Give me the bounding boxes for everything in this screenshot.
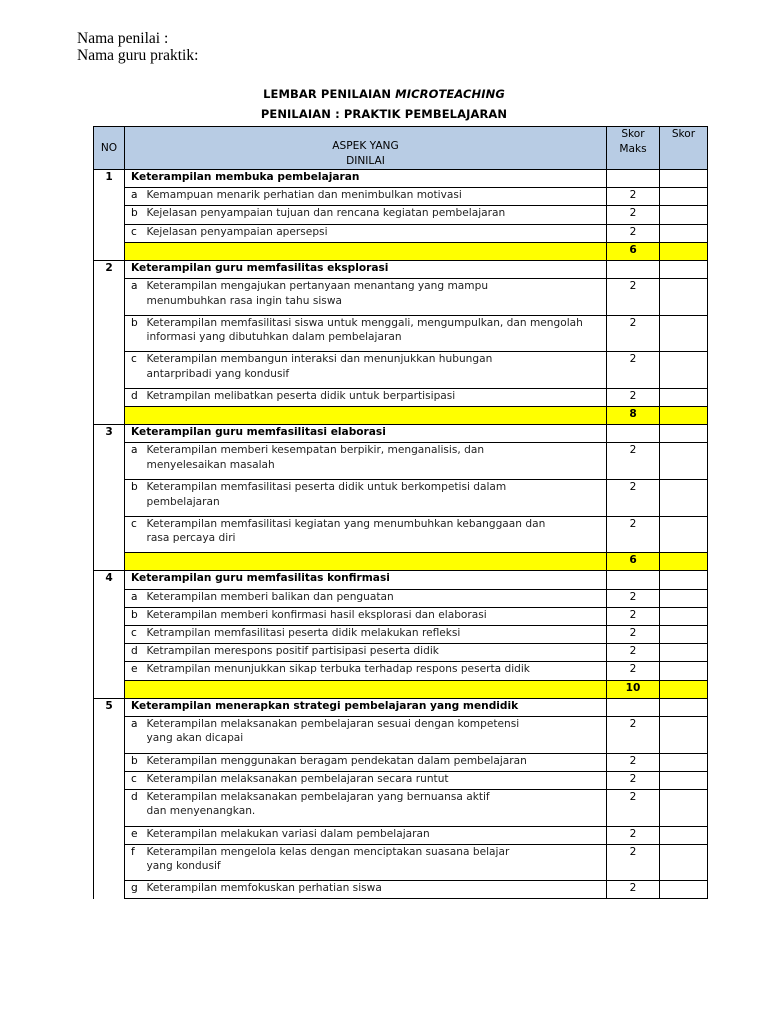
table-row (94, 844, 708, 881)
item-description-line: menyelesaikan masalah (146, 458, 275, 471)
item-max-score: 2 (607, 315, 660, 352)
item-description (147, 206, 607, 224)
subtotal-label-cell (125, 407, 607, 425)
item-description (147, 388, 607, 406)
section-max-cell (607, 260, 660, 278)
item-description-line: Keterampilan memfokuskan perhatian siswa (146, 882, 382, 895)
item-description (147, 789, 607, 826)
item-description-line: Keterampilan memberi konfirmasi hasil eksplorasi dan elaborasi (146, 608, 487, 621)
table-row (94, 881, 708, 899)
subtotal-row (94, 242, 708, 260)
item-description-line: yang kondusif (146, 860, 221, 873)
table-row (94, 443, 708, 480)
item-letter: f (125, 844, 147, 881)
section-number: 3 (94, 425, 125, 571)
item-description-line: Ketrampilan memfasilitasi peserta didik melakukan refleksi (146, 627, 461, 639)
item-score-cell[interactable] (660, 753, 708, 771)
item-description-line: Keterampilan melaksanakan pembelajaran yang bernuansa aktif (146, 790, 490, 803)
item-score-cell[interactable] (660, 607, 708, 625)
item-score-cell[interactable] (660, 771, 708, 789)
item-letter: c (125, 626, 147, 644)
item-description-line: rasa percaya diri (146, 532, 236, 545)
table-row (94, 279, 708, 316)
section-title: Keterampilan guru memfasilitasi elaborasi (125, 425, 607, 443)
item-max-score: 2 (607, 826, 660, 844)
table-row (94, 607, 708, 625)
item-letter: a (125, 188, 147, 206)
item-max-score: 2 (607, 881, 660, 899)
item-letter: a (125, 443, 147, 480)
section-title: Keterampilan guru memfasilitas eksplorasi (125, 260, 607, 278)
item-score-cell[interactable] (660, 224, 708, 242)
subtotal-max-score: 6 (607, 242, 660, 260)
item-description-line: Keterampilan memberi kesempatan berpikir, menganalisis, dan (146, 444, 485, 457)
item-description-line: Keterampilan mengelola kelas dengan menciptakan suasana belajar (146, 845, 510, 858)
table-row (94, 826, 708, 844)
subtotal-max-score: 10 (607, 680, 660, 698)
section-header-row (94, 260, 708, 278)
item-description (147, 279, 607, 316)
header-skor-maks (607, 127, 660, 170)
title-prefix: LEMBAR PENILAIAN (263, 87, 396, 101)
item-description-line: Kemampuan menarik perhatian dan menimbulkan motivasi (146, 189, 462, 202)
item-description-line: pembelajaran (146, 495, 220, 508)
section-header-row (94, 170, 708, 188)
table-row (94, 516, 708, 553)
item-description (147, 644, 607, 662)
section-number: 4 (94, 571, 125, 698)
item-description-line: Ketrampilan menunjukkan sikap terbuka terhadap respons peserta didik (146, 663, 530, 676)
item-max-score: 2 (607, 844, 660, 881)
item-score-cell[interactable] (660, 388, 708, 406)
item-description (147, 315, 607, 352)
section-score-cell[interactable] (660, 698, 708, 716)
item-letter: b (125, 753, 147, 771)
table-row (94, 480, 708, 517)
item-score-cell[interactable] (660, 443, 708, 480)
item-letter: c (125, 516, 147, 553)
table-row (94, 789, 708, 826)
item-description-line: Keterampilan memberi balikan dan penguatan (146, 590, 394, 603)
item-letter: d (125, 388, 147, 406)
item-description-line: Keterampilan membangun interaksi dan menunjukkan hubungan (146, 353, 493, 366)
item-score-cell[interactable] (660, 352, 708, 389)
item-description (147, 443, 607, 480)
section-score-cell[interactable] (660, 170, 708, 188)
subtotal-max-score: 8 (607, 407, 660, 425)
item-letter: b (125, 315, 147, 352)
table-row (94, 662, 708, 680)
item-letter: a (125, 589, 147, 607)
item-letter: c (125, 771, 147, 789)
table-row (94, 589, 708, 607)
item-description-line: yang akan dicapai (146, 732, 244, 745)
item-letter: b (125, 480, 147, 517)
header-aspek (125, 127, 607, 170)
table-row (94, 716, 708, 753)
item-score-cell[interactable] (660, 881, 708, 899)
item-description (147, 224, 607, 242)
section-number: 5 (94, 698, 125, 899)
item-description (147, 716, 607, 753)
item-score-cell[interactable] (660, 626, 708, 644)
subtotal-score-cell[interactable] (660, 680, 708, 698)
item-description-line: antarpribadi yang kondusif (146, 367, 290, 380)
item-score-cell[interactable] (660, 206, 708, 224)
item-max-score: 2 (607, 753, 660, 771)
item-max-score: 2 (607, 589, 660, 607)
item-description-line: Keterampilan melaksanakan pembelajaran sesuai dengan kompetensi (146, 717, 520, 730)
section-title: Keterampilan menerapkan strategi pembelajaran yang mendidik (125, 698, 607, 716)
table-header-row (94, 127, 708, 170)
item-description-line: dan menyenangkan. (146, 805, 256, 818)
table-row (94, 644, 708, 662)
item-max-score: 2 (607, 352, 660, 389)
evaluator-name-label: Nama penilai : (77, 30, 169, 47)
item-letter: d (125, 789, 147, 826)
item-description (147, 626, 607, 644)
item-max-score: 2 (607, 716, 660, 753)
subtotal-label-cell (125, 680, 607, 698)
section-max-cell (607, 425, 660, 443)
item-score-cell[interactable] (660, 844, 708, 881)
subtotal-label-cell (125, 553, 607, 571)
item-description (147, 516, 607, 553)
item-letter: b (125, 206, 147, 224)
table-row (94, 352, 708, 389)
section-title: Keterampilan guru memfasilitas konfirmasi (125, 571, 607, 589)
section-title: Keterampilan membuka pembelajaran (125, 170, 607, 188)
subtotal-max-score: 6 (607, 553, 660, 571)
section-header-row (94, 425, 708, 443)
table-row (94, 315, 708, 352)
assessment-table (93, 126, 708, 899)
item-description-line: Kejelasan penyampaian apersepsi (146, 225, 328, 238)
table-row (94, 626, 708, 644)
item-score-cell[interactable] (660, 826, 708, 844)
item-description-line: Keterampilan mengajukan pertanyaan menantang yang mampu (146, 280, 489, 293)
item-max-score: 2 (607, 279, 660, 316)
item-score-cell[interactable] (660, 716, 708, 753)
item-max-score: 2 (607, 662, 660, 680)
teacher-name-label: Nama guru praktik: (77, 47, 199, 64)
subtotal-row (94, 680, 708, 698)
table-row (94, 224, 708, 242)
table-row (94, 753, 708, 771)
item-score-cell[interactable] (660, 315, 708, 352)
item-description-line: Ketrampilan merespons positif partisipasi peserta didik (146, 645, 439, 658)
item-description (147, 188, 607, 206)
section-score-cell[interactable] (660, 425, 708, 443)
item-description-line: Keterampilan melakukan variasi dalam pembelajaran (146, 827, 430, 840)
item-max-score: 2 (607, 388, 660, 406)
header-aspek-line2: DINILAI (346, 154, 385, 167)
item-description-line: Keterampilan melaksanakan pembelajaran secara runtut (146, 772, 449, 785)
header-skor-maks-line1: Skor (621, 128, 645, 140)
item-letter: c (125, 224, 147, 242)
item-description (147, 844, 607, 881)
item-score-cell[interactable] (660, 662, 708, 680)
section-score-cell[interactable] (660, 571, 708, 589)
item-score-cell[interactable] (660, 516, 708, 553)
item-letter: b (125, 607, 147, 625)
item-description (147, 881, 607, 899)
item-description-line: Kejelasan penyampaian tujuan dan rencana kegiatan pembelajaran (146, 207, 506, 220)
title-italic: MICROTEACHING (395, 87, 505, 101)
item-letter: g (125, 881, 147, 899)
item-description (147, 662, 607, 680)
table-row (94, 206, 708, 224)
subtotal-score-cell[interactable] (660, 242, 708, 260)
item-score-cell[interactable] (660, 279, 708, 316)
item-description (147, 771, 607, 789)
item-score-cell[interactable] (660, 644, 708, 662)
item-letter: d (125, 644, 147, 662)
item-letter: a (125, 716, 147, 753)
table-body (94, 170, 708, 899)
item-description (147, 589, 607, 607)
item-description-line: Keterampilan memfasilitasi peserta didik untuk berkompetisi dalam (146, 481, 507, 494)
item-max-score: 2 (607, 607, 660, 625)
section-header-row (94, 571, 708, 589)
item-max-score: 2 (607, 480, 660, 517)
item-letter: e (125, 826, 147, 844)
section-number: 2 (94, 260, 125, 424)
subtotal-label-cell (125, 242, 607, 260)
item-letter: c (125, 352, 147, 389)
section-max-cell (607, 698, 660, 716)
evaluator-info (77, 30, 198, 64)
item-max-score: 2 (607, 443, 660, 480)
item-description-line: Keterampilan menggunakan beragam pendekatan dalam pembelajaran (146, 754, 527, 767)
table-row (94, 188, 708, 206)
item-max-score: 2 (607, 188, 660, 206)
header-no: NO (94, 127, 125, 170)
item-description-line: Keterampilan memfasilitasi kegiatan yang menumbuhkan kebanggaan dan (146, 517, 546, 530)
document-subtitle: PENILAIAN : PRAKTIK PEMBELAJARAN (260, 107, 508, 121)
subtotal-row (94, 407, 708, 425)
item-max-score: 2 (607, 644, 660, 662)
item-description (147, 826, 607, 844)
item-description-line: menumbuhkan rasa ingin tahu siswa (146, 294, 342, 307)
section-number: 1 (94, 170, 125, 261)
item-score-cell[interactable] (660, 789, 708, 826)
item-description (147, 607, 607, 625)
item-description-line: informasi yang dibutuhkan dalam pembelajaran (146, 331, 402, 344)
item-letter: a (125, 279, 147, 316)
section-max-cell (607, 170, 660, 188)
item-max-score: 2 (607, 224, 660, 242)
section-header-row (94, 698, 708, 716)
table-row (94, 388, 708, 406)
header-skor-maks-line2: Maks (619, 142, 647, 155)
item-description (147, 480, 607, 517)
item-max-score: 2 (607, 771, 660, 789)
item-max-score: 2 (607, 789, 660, 826)
header-skor: Skor (660, 127, 708, 170)
item-description (147, 352, 607, 389)
item-letter: e (125, 662, 147, 680)
section-max-cell (607, 571, 660, 589)
item-score-cell[interactable] (660, 480, 708, 517)
header-aspek-line1: ASPEK YANG (332, 140, 399, 152)
subtotal-score-cell[interactable] (660, 553, 708, 571)
item-description (147, 753, 607, 771)
item-max-score: 2 (607, 206, 660, 224)
item-score-cell[interactable] (660, 188, 708, 206)
table-row (94, 771, 708, 789)
item-max-score: 2 (607, 626, 660, 644)
item-description-line: Ketrampilan melibatkan peserta didik untuk berpartisipasi (146, 389, 456, 402)
item-description-line: Keterampilan memfasilitasi siswa untuk menggali, mengumpulkan, dan mengolah (146, 316, 583, 329)
subtotal-row (94, 553, 708, 571)
subtotal-score-cell[interactable] (660, 407, 708, 425)
document-title (0, 87, 768, 101)
section-score-cell[interactable] (660, 260, 708, 278)
item-max-score: 2 (607, 516, 660, 553)
item-score-cell[interactable] (660, 589, 708, 607)
